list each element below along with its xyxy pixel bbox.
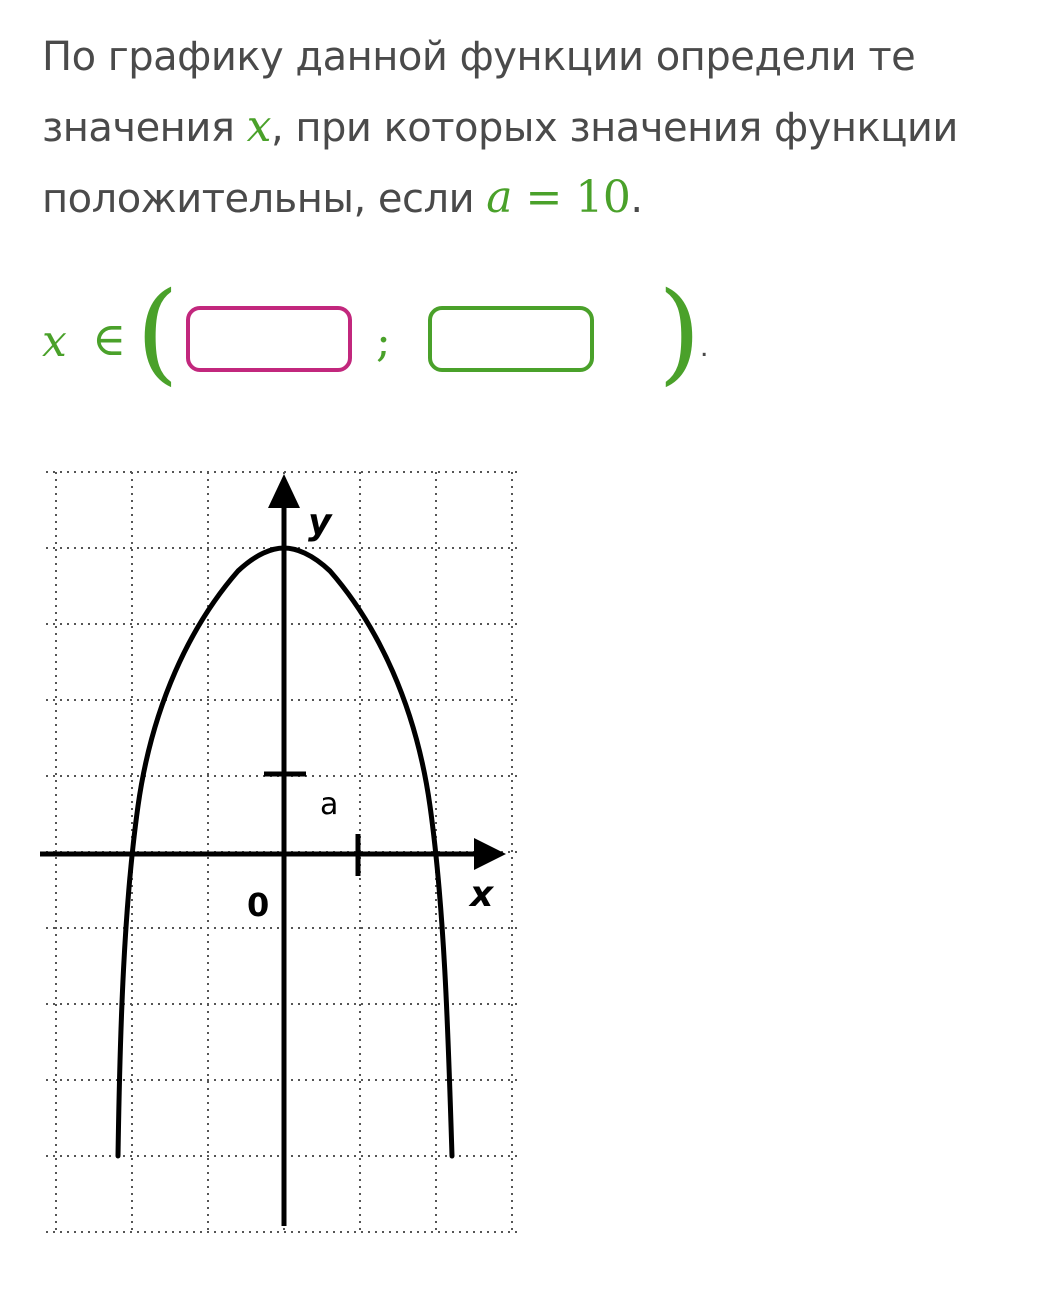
right-bound-input[interactable] xyxy=(428,306,594,372)
close-paren: ) xyxy=(658,268,701,396)
math-variable-a: a xyxy=(486,172,513,223)
origin-label: 0 xyxy=(247,886,270,924)
answer-variable: x xyxy=(42,316,67,367)
belongs-symbol: ∈ xyxy=(92,312,127,366)
y-axis-arrow xyxy=(268,474,300,508)
y-axis-label: y xyxy=(308,502,332,543)
answer-end-period: . xyxy=(700,330,709,363)
math-a-value: 10 xyxy=(575,172,631,223)
function-graph xyxy=(40,466,530,1246)
question-period: . xyxy=(630,176,643,222)
x-axis-label: x xyxy=(470,874,494,915)
question-text xyxy=(42,22,1042,234)
open-paren: ( xyxy=(136,268,179,396)
left-bound-input[interactable] xyxy=(186,306,352,372)
question-text-part1: По графику данной функции определи те значения xyxy=(42,34,916,151)
answer-row xyxy=(42,268,742,402)
question-text-part2: , при которых значения функции положительны, если xyxy=(42,105,958,222)
a-label: a xyxy=(320,787,339,822)
interval-separator: ; xyxy=(376,316,391,367)
x-axis-arrow xyxy=(474,838,506,870)
math-equals: = xyxy=(512,172,576,223)
math-variable-x: x xyxy=(246,101,271,152)
